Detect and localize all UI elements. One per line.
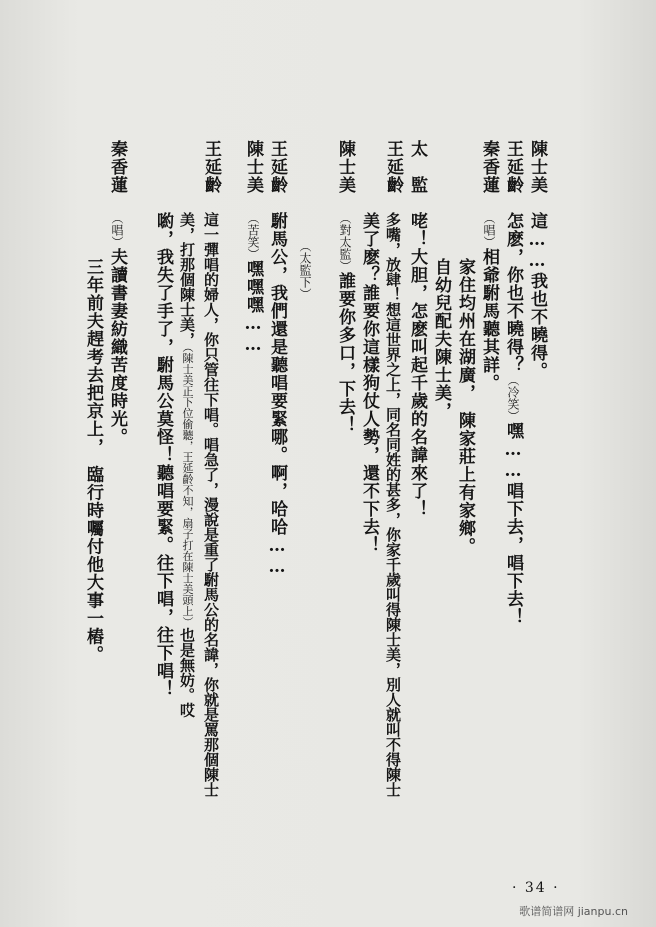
dialogue-line: 怎麽，你也不曉得？（冷笑）嘿……唱下去，唱下去！ (503, 212, 523, 626)
dialogue-line: （對太監）誰要你多口，下去！ (335, 212, 355, 434)
dialogue-line: 駙馬公，我們還是聽唱要緊哪。啊，哈哈…… (267, 212, 287, 578)
watermark: 歌谱简谱网 jianpu.cn (519, 905, 628, 918)
speaker-label: 秦香蓮 (479, 140, 499, 194)
verse-line: 自幼兒配夫陳士美， (431, 258, 451, 420)
speaker-label: 陳士美 (527, 140, 547, 194)
speaker-label: 王延齡 (267, 140, 287, 194)
speaker-label: 太 監 (407, 140, 427, 194)
stage-direction: （太監下） (298, 240, 312, 300)
dialogue-line: 美了麽？誰要你這樣狗仗人勢，還不下去！ (359, 212, 379, 554)
dialogue-line: （苦笑）嘿嘿嘿…… (243, 212, 263, 356)
dialogue-line: 咾！大胆，怎麽叫起千歲的名諱來了！ (407, 212, 427, 518)
dialogue-line: 喲，我失了手了，駙馬公莫怪！聽唱要緊。往下唱，往下唱！ (153, 212, 173, 698)
dialogue-line: 這一彈唱的婦人，你只管往下唱。唱急了，漫說是重了駙馬公的名諱，你就是罵那個陳士 (202, 212, 220, 797)
dialogue-line: 美，打那個陳士美，（陳士美正下位偷聽，王延齡不知，扇子打在陳士美頭上）也是無妨。哎 (178, 212, 196, 718)
speaker-label: 王延齡 (503, 140, 523, 194)
verse-line: 三年前夫趕考去把京上， 臨行時囑付他大事一樁。 (83, 258, 103, 664)
speaker-label: 陳士美 (335, 140, 355, 194)
page-number: · 34 · (512, 880, 560, 896)
speaker-label: 陳士美 (243, 140, 263, 194)
speaker-label: 秦香蓮 (107, 140, 127, 194)
speaker-label: 王延齡 (383, 140, 403, 194)
dialogue-line: （唱）相爺駙馬聽其詳。 (479, 212, 499, 392)
dialogue-line: 多嘴，放肆！想這世界之上，同名同姓的甚多，你家千歲叫得陳士美，別人就叫不得陳士 (384, 212, 402, 797)
dialogue-line: （唱）夫讀書妻紡織苦度時光。 (107, 212, 127, 446)
speaker-label: 王延齡 (201, 140, 221, 194)
dialogue-line: 這……我也不曉得。 (527, 212, 547, 380)
verse-line: 家住均州在湖廣， 陳家莊上有家鄉。 (455, 258, 475, 556)
